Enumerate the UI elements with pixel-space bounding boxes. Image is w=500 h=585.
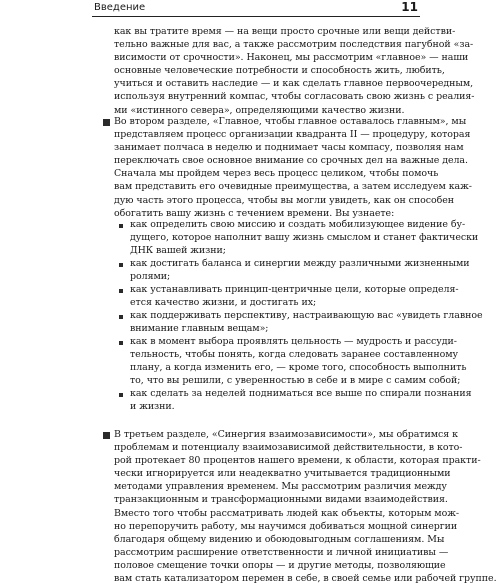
page-number: 11 <box>401 0 418 14</box>
text-line: как определить свою миссию и создать мобилизующее видение бу- <box>130 219 466 230</box>
intro-paragraph <box>92 25 475 117</box>
text-line: представляем процесс организации квадранта II — процедуру, которая <box>114 129 471 141</box>
text-line: учиться и оставить наследие — и как сделать главное первоочередным, <box>114 78 474 90</box>
text-line: как в момент выбора проявлять цельность — мудрость и рассуди- <box>130 336 457 347</box>
text-line: методами управления временем. Мы рассмотрим различия между <box>114 481 447 493</box>
text-line: тельно важные для вас, а также рассмотрим последствия пагубной «за- <box>114 39 474 51</box>
text-line: как достигать баланса и синергии между различными жизненными <box>130 258 470 269</box>
section3-paragraph <box>92 428 497 585</box>
text-line: обогатить вашу жизнь с течением времени. Вы узнаете: <box>114 207 395 219</box>
text-line: вам представить его очевидные преимущества, а затем исследуем каж- <box>114 181 472 193</box>
list-item <box>92 218 479 257</box>
text-line: как вы тратите время — на вещи просто срочные или вещи действи- <box>114 26 456 37</box>
text-line: ми «истинного севера», определяющими качество жизни. <box>114 104 405 116</box>
text-line: Вместо того чтобы рассматривать людей как объекты, которым мож- <box>114 507 459 519</box>
text-line: рассмотрим расширение ответственности и личной инициативы — <box>114 546 449 558</box>
text-line: используя внутренний компас, чтобы согласовать свою жизнь с реалия- <box>114 91 475 103</box>
text-line: и жизни. <box>130 401 175 413</box>
text-line: как устанавливать принцип-центричные цели, которые определя- <box>130 284 459 295</box>
text-line: но перепоручить работу, мы научимся добиваться мощной синергии <box>114 520 458 532</box>
text-line: В третьем разделе, «Синергия взаимозависимости», мы обратимся к <box>114 429 458 440</box>
text-line: плану, а когда изменить его, — кроме того, способность выполнить <box>130 362 467 374</box>
list-item <box>92 257 470 283</box>
text-line: основные человеческие потребности и способность жить, любить, <box>114 65 445 77</box>
text-line: благодаря общему видению и обоюдовыгодным соглашениям. Мы <box>114 533 445 545</box>
text-line: занимает полчаса в неделю и поднимает часы компасу, позволяя нам <box>114 142 464 154</box>
list-item <box>92 283 459 309</box>
text-line: как сделать за неделей подниматься все выше по спирали познания <box>130 388 472 399</box>
list-item <box>92 309 483 335</box>
text-line: транзакционным и трансформационными видами взаимодействия. <box>114 494 448 506</box>
text-line: переключать свое основное внимание со срочных дел на важные дела. <box>114 155 468 167</box>
text-line: тельность, чтобы понять, когда следовать заранее составленному <box>130 349 459 361</box>
text-line: как поддерживать перспективу, настраивающую вас «увидеть главное <box>130 310 483 321</box>
text-line: то, что вы решили, с уверенностью в себе и в мире с самим собой; <box>130 375 461 387</box>
text-line: Во втором разделе, «Главное, чтобы главное оставалось главным», мы <box>114 116 467 127</box>
text-line: вам стать катализатором перемен в себе, в своей семье или рабочей группе. <box>114 573 497 585</box>
text-line: проблемам и потенциалу взаимозависимой действительности, в кото- <box>114 442 463 454</box>
list-item <box>92 335 467 387</box>
text-line: дую часть этого процесса, чтобы вы могли увидеть, как он способен <box>114 194 455 206</box>
text-line: Сначала мы пройдем через весь процесс целиком, чтобы помочь <box>114 168 439 180</box>
text-line: рой протекает 80 процентов нашего времени, к области, которая практи- <box>114 455 481 467</box>
text-line: дущего, которое наполнит вашу жизнь смыслом и станет фактически <box>130 232 479 244</box>
text-line: чески игнорируется или неадекватно учитывается традиционными <box>114 468 451 480</box>
running-header <box>92 0 420 17</box>
text-line: ется качество жизни, и достигать их; <box>130 297 317 309</box>
text-line: половое смещение точки опоры — и другие методы, позволяющие <box>114 559 446 571</box>
list-item <box>92 387 472 413</box>
section-title: Введение <box>94 2 146 13</box>
text-line: ДНК вашей жизни; <box>130 245 226 257</box>
section2-paragraph <box>92 115 472 220</box>
text-line: внимание главным вещам»; <box>130 323 269 335</box>
text-line: висимости от срочности». Наконец, мы рассмотрим «главное» — наши <box>114 52 469 64</box>
text-line: ролями; <box>130 271 171 283</box>
